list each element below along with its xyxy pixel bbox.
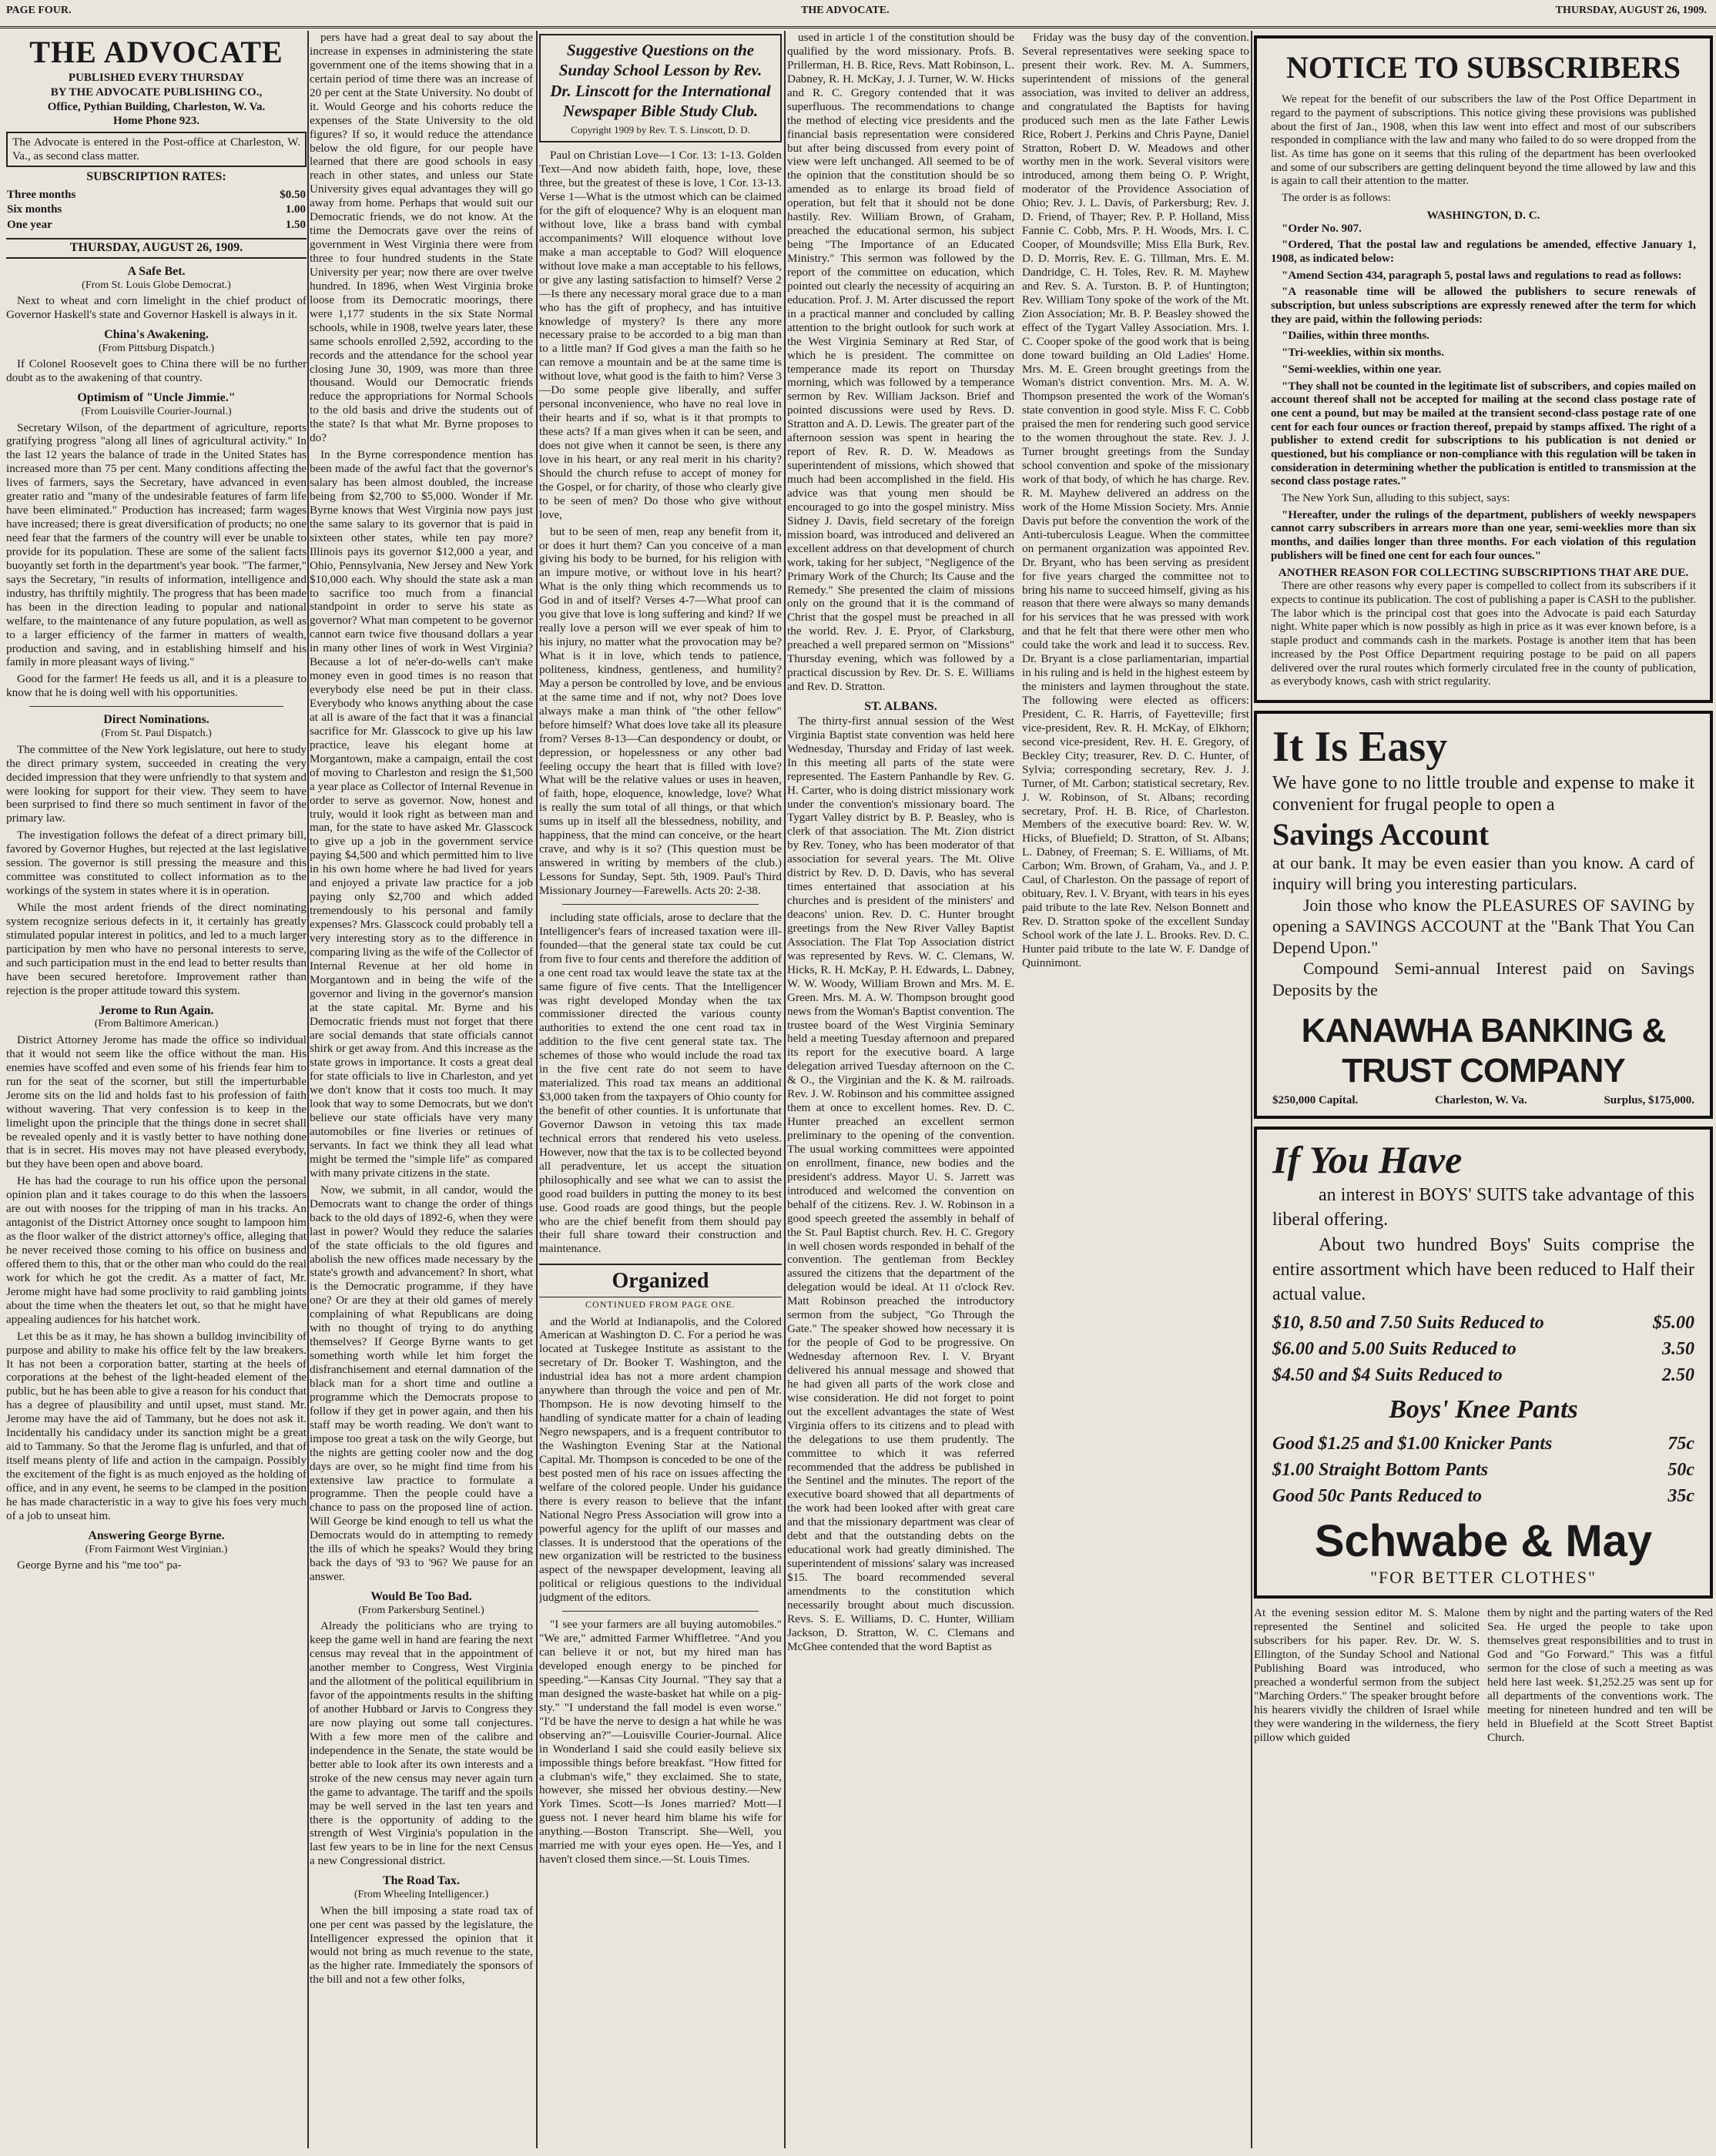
article-headline: Optimism of "Uncle Jimmie." xyxy=(77,391,236,405)
divider xyxy=(562,904,759,905)
article-source: (From Parkersburg Sentinel.) xyxy=(358,1604,484,1616)
notice-text: "Ordered, That the postal law and regulations be amended, effective January 1, 1908, as indicated below: xyxy=(1271,239,1696,265)
article-body: them by night and the parting waters of the Red Sea. He urged the people to take upon themselves great responsibilities and to trust in God and "Go Forward." This was a fitful sermon for the close of such a meeting as was held here last week. $1,252.25 was sent up for all departments of the conventions work. The meeting for nineteen hundred and ten will be held in Bluefield at the Scott Street Baptist Church. xyxy=(1487,1606,1713,1744)
convention-columns xyxy=(787,31,1249,1657)
notice-subhead: ANOTHER REASON FOR COLLECTING SUBSCRIPTIONS THAT ARE DUE. xyxy=(1278,566,1689,580)
masthead-line: BY THE ADVOCATE PUBLISHING CO., xyxy=(50,85,263,99)
rate-row xyxy=(6,218,307,233)
article-body: At the evening session editor M. S. Malone represented the Sentinel and solicited subscribers for his paper. Rev. Dr. W. S. Ellington, of the Sunday School and National Publishing Board was introduced, who preached a wonderful sermon from the subject "Marching Orders." The speaker brought before his hearers vividly the children of Israel while they were wandering in the wilderness, the fiery pillow which guided xyxy=(1254,1606,1480,1744)
price-item: $10, 8.50 and 7.50 Suits Reduced to xyxy=(1272,1312,1544,1333)
ad-text: About two hundred Boys' Suits comprise the entire assortment which have been reduced to Half their actual value. xyxy=(1272,1234,1694,1305)
ad-text: Compound Semi-annual Interest paid on Savings Deposits by the xyxy=(1272,959,1694,999)
column-2 xyxy=(310,31,533,2148)
notice-text: We repeat for the benefit of our subscribers the law of the Post Office Department in regard to the payment of subscriptions. This notice giving these provisions was published about the first of Jan., 1908, when this law went into effect and most of our subscribers responded in compliance with the law and many who failed to do so were dropped from the list. As time has gone on it seems that this ruling of the department has been overlooked and some of our subscribers are getting delinquent beyond the time allowed by law and this is again to call their attention to the matter. xyxy=(1271,93,1696,188)
notice-text: "Hereafter, under the rulings of the department, publishers of weekly newspapers cannot carry subscribers in arrears more than one year, semi-weeklies more than six months, and dailies longer than three months. For each violation of this regulation publishers will be fined one cent for each four ounces." xyxy=(1271,508,1696,562)
price-item: $4.50 and $4 Suits Reduced to xyxy=(1272,1365,1503,1386)
masthead-line: PUBLISHED EVERY THURSDAY xyxy=(68,72,245,85)
bank-surplus: Surplus, $175,000. xyxy=(1604,1094,1694,1107)
article-source: (From St. Louis Globe Democrat.) xyxy=(82,279,231,291)
article-body: Friday was the busy day of the convention. Several representatives were seeking space to present their work. Rev. M. A. Summers, superintendent of missions of the general association, was invited to deliver an address, and congratulated the Baptists for having produced such men as the late Father Lewis Rice, Robert J. Perkins and Chris Payne, Daniel Stratton, Robert D. W. Meadows and other worthy men in the work. Several visitors were introduced, among them being O. P. Wright, moderator of the Providence Association of Ohio; Rev. J. L. Davis, of Parkersburg; Rev. J. D. Friend, of Thayer; Rev. P. P. Holland, Miss Fannie C. Cobb, Mrs. P. H. Woods, Mrs. I. C. Cooper, of Moundsville; Miss Ella Burk, Rev. D. D. Morris, Rev. E. G. Tillman, Mrs. E. M. Dandridge, C. H. Toles, Rev. R. M. Mayhew and Rev. S. A. Turston. B. P. of Huntington; Rev. William Tony spoke of the work of the Mt. Zion Association; Mr. B. P. Beasley showed the effect of the Tygart Valley Association. Mrs. I. C. Cooper spoke of the good work that is being done toward building an Old Ladies' Home. Mrs. M. E. Green brought greetings from the Woman's district convention. Mrs. M. A. W. Thompson presented the work of the Woman's state convention in good style. Miss F. C. Cobb praised the men for rendering such good service to the women throughout the state. Rev. J. J. Turner brought greetings from the Sunday school convention and spoke of the missionary work of that body, of which he has charge. Rev. R. M. Mayhew delivered an address on the work of the Home Mission Society. Mrs. Annie Davis put before the convention the work of the Anti-tuberculosis League. When the committee on permanent organization was appointed Rev. Dr. Bryant, who has been serving as president for five years charged the committee not to bring his name to succeed himself, giving as his reason that there were always so many demands for his services that he was pressed with work and that he felt that there were other men who could take the work and lead it to success. Rev. Dr. Bryant is a close parliamentarian, impartial in his ruling and is held in the highest esteem by the ministers and laymen throughout the state. The following were elected as officers: President, C. R. Harris, of Fayetteville; first vice-president, Rev. R. H. McKay, of Elkhorn; second vice-president, Rev. H. E. Gregory, of Beckley City; treasurer, Rev. D. C. Hunter, of Sylvia; corresponding secretary, Rev. J. J. Turner, of Mt. Carbon; statistical secretary, Rev. J. W. Robinson, of St. Albans; recording secretary, Prof. H. B. Rice, of Charleston. Members of the executive board: Rev. W. W. Hicks, of Bluefield; D. Stratton, of St. Albans; L. Dabney, of Freeman; S. E. Williams, of Mt. Carbon; Wm. Brown, of Graham, Va., and J. P. Caul, of Charleston. On the passage of report of obituary, Rev. I. V. Bryant, with tears in his eyes paid tribute to the late Rev. Nelson Bonnett and Rev. D. Stratton spoke of the excellent Sunday School work of the late J. L. Brooks. Rev. D. C. Hunter paid tribute to the late W. F. Dandge of Quinnimont. xyxy=(1022,31,1249,969)
folio-bar xyxy=(0,0,1716,28)
price-item: $6.00 and 5.00 Suits Reduced to xyxy=(1272,1339,1517,1360)
ad-text: Join those who know the PLEASURES OF SAVING by opening a SAVINGS ACCOUNT at the "Bank That You Can Depend Upon." xyxy=(1272,895,1694,957)
article-source: (From Baltimore American.) xyxy=(94,1018,219,1030)
article-body: Already the politicians who are trying to keep the game well in hand are fearing the next census may reveal that in the appointment of another member to Congress, West Virginia and the allotment of the political equilibrium in favor of the appointments results in the shifting of another Hubbard or Jarvis to Congress they are now playing out some tall conjectures. With a few more men of the calibre and independence in the Senate, the state would be better able to look after its own interests and a stroke of the new census may never again turn the game to advantage. The tariff and the spoils may be well served in the last ten years and there is the opportunity of adding to the strength of West Virginia's population in the last few years to be in line for the next Census a new Congressional district. xyxy=(310,1619,533,1868)
article-body: District Attorney Jerome has made the office so individual that it would not seem like the office without the man. His enemies have scoffed and even some of his friends fear him to run for the seat of the scorner, but still the imperturbable Jerome sits on the lid and holds fast to his profession of faith without wavering. That very confession is to keep in the limelight upon the principle that the things done in secret shall be revealed openly and it is vastly better to have nothing done that is in secret. His moves may not have pleased everybody, but they have been open and above board. xyxy=(6,1033,307,1171)
column-4 xyxy=(787,31,1249,2148)
ad-subhead: Savings Account xyxy=(1272,816,1490,852)
notice-text: "Semi-weeklies, within one year. xyxy=(1282,363,1442,376)
postal-entry-text: The Advocate is entered in the Post-office at Charleston, W. Va., as second class matter. xyxy=(12,135,300,162)
article-source: (From Fairmont West Virginian.) xyxy=(85,1543,228,1555)
article-body: Good for the farmer! He feeds us all, and it is a pleasure to know that he is doing well with his opportunities. xyxy=(6,672,307,700)
bank-advertisement xyxy=(1254,711,1713,1119)
sunday-school-title: Suggestive Questions on the Sunday School Lesson by Rev. Dr. Linscott for the International Newspaper Bible Study Club. xyxy=(550,41,771,120)
article-body: including state officials, arose to declare that the Intelligencer's fears of increased taxation were ill-founded—that the general state tax could be cut from five to four cents and therefore the addition of a one cent road tax would leave the state tax at the same figure of five cents. That the Intelligencer was right developed Monday when the tax commissioner directed the various county authorities to extend the one cent road tax in addition to the five cent general state tax. The schemes of those who would include the road tax in the five cent rate do not seem to have materialized. This road tax means an additional $3,000 taken from the taxpayers of Ohio county for the benefit of other counties. It is unfortunate that Governor Dawson in vetoing this tax made technical errors that rendered his veto useless. However, now that the tax is to be collected beyond all peradventure, let us accept the situation philosophically and see what we can to assist the good road builders in putting the money to its best use. Good roads are good things, but the people who are the chief benefit from them should pay their full share toward their construction and maintenance. xyxy=(539,910,782,1256)
article-headline: Answering George Byrne. xyxy=(88,1528,225,1542)
price-row xyxy=(1272,1364,1694,1386)
notice-text: "They shall not be counted in the legitimate list of subscribers, and copies mailed on account thereof shall not be accepted for mailing at the second class postage rate of one cent a pound, but may be mailed at the transient second-class postage rate of one cent for each four ounces or fraction thereof, prepaid by stamps affixed. The right of a publisher to extend credit for subscriptions to his publication is not denied or questioned, but his compliance or non-compliance with this regulation will be taken in consideration in determining whether the publication is entitled to transmission at the second class postage rates." xyxy=(1271,380,1696,488)
column-rule xyxy=(536,31,538,2148)
convention-continued xyxy=(1254,1606,1713,1744)
ad-subhead: Boys' Knee Pants xyxy=(1389,1394,1578,1424)
column-rule xyxy=(1251,31,1252,2148)
article-headline: Jerome to Run Again. xyxy=(99,1003,214,1017)
price-value: 3.50 xyxy=(1662,1339,1694,1360)
price-value: 50c xyxy=(1667,1460,1694,1481)
divider xyxy=(562,1611,759,1612)
notice-text: "Tri-weeklies, within six months. xyxy=(1282,346,1444,360)
price-value: 75c xyxy=(1667,1433,1694,1454)
ad-text: We have gone to no little trouble and expense to make it convenient for frugal people to open a xyxy=(1272,772,1694,815)
price-item: Good $1.25 and $1.00 Knicker Pants xyxy=(1272,1433,1553,1454)
article-body: "I see your farmers are all buying automobiles." "We are," admitted Farmer Whiffletree. "And you can believe it or not, but my hired man has developed enough energy to be pinched for speeding."—Kansas City Journal. "They say that a man designed the waste-basket hat while on a pig-sty." "I understand the fall model is even worse." "I'd be have the nerve to design a hat while he was observing an?"—Louisville Courier-Journal. Alice in Wonderland I said she could easily believe six impossible things before breakfast. "How fitted for a clubman's wife," they exclaimed. She to state, however, she missed her obvious destiny.—New York Times. Scott—Is Jones married? Mott—I guess not. I never heard him blame his wife for anything.—Boston Transcript. She—Well, you married me with your eyes open. He—Yes, and I haven't closed them since.—St. Louis Times. xyxy=(539,1618,782,1866)
price-row xyxy=(1272,1312,1694,1334)
price-value: 2.50 xyxy=(1662,1365,1694,1386)
article-source: (From Wheeling Intelligencer.) xyxy=(354,1889,489,1901)
bank-footer xyxy=(1272,1094,1694,1108)
ad-headline: If You Have xyxy=(1272,1137,1463,1181)
column-rule xyxy=(784,31,786,2148)
continued-note: CONTINUED FROM PAGE ONE. xyxy=(585,1299,736,1311)
price-value: 35c xyxy=(1667,1486,1694,1507)
article-headline: The Road Tax. xyxy=(382,1874,461,1888)
rate-term: One year xyxy=(7,219,52,232)
store-name: Schwabe & May xyxy=(1314,1515,1653,1566)
rate-price: 1.50 xyxy=(285,219,306,232)
bank-city: Charleston, W. Va. xyxy=(1435,1094,1527,1107)
bank-name: KANAWHA BANKING & TRUST COMPANY xyxy=(1301,1012,1666,1090)
article-body: Now, we submit, in all candor, would the Democrats want to change the order of things back to the old days of 1892-6, when they were last in power? Would they reduce the salaries of the state officials to the old figures and abolish the new offices made necessary by the state's growth and advancement? In short, what is the Democratic programme, if they have one? Or are they at their old games of merely complaining of what Republicans are doing with no thought of trying to do anything themselves? If George Byrne wants to get something worth while let him forget the disfranchisement and eternal damnation of the black man for a short time and outline a programme which the Democrats propose to follow if they get in power again, and then his staff may be worth reading. We don't want to impose too great a task on the wily George, but the nights are getting cooler now and the dog days are over, so he might find time from his extensive law practice to formulate a programme. Then the people could have a chance to pass on the proposed line of action. Will George be kind enough to tell us what the Democrats would do in attempting to remedy the ills of which he speaks? Would they bring back the days of '93 to '96? We pause for an answer. xyxy=(310,1183,533,1584)
notice-box xyxy=(1254,35,1713,703)
divider xyxy=(29,706,283,707)
article-body: The committee of the New York legislature, out here to study the direct primary system, succeeded in creating the very decided impression that they were unfriendly to that system and were looking for support for their view. They seem to have been surprised to find there so much sentiment in favor of the primary law. xyxy=(6,742,307,825)
article-body: If Colonel Roosevelt goes to China there will be no further doubt as to the awakening of that country. xyxy=(6,357,307,385)
notice-text: The New York Sun, alluding to this subject, says: xyxy=(1282,492,1510,504)
column-5 xyxy=(1254,31,1713,2148)
article-body: While the most ardent friends of the direct nominating system recognize serious defects in it, it certainly has greatly stimulated popular interest in politics, and led to a much larger participation by men who have no personal interests to serve, and such participation must in the end lead to better results than have been secured heretofore. Improvement rather than rejection is the proper attitude toward this system. xyxy=(6,901,307,997)
article-headline: Would Be Too Bad. xyxy=(370,1590,472,1603)
sunday-school-copyright: Copyright 1909 by Rev. T. S. Linscott, D. D. xyxy=(571,124,750,136)
article-body: but to be seen of men, reap any benefit from it, or does it hurt them? Can you conceive of a man giving his body to be burned, for his religion with an impure motive, or without love in his heart? What is the only thing which recommends us to God in and of itself? Verses 4-7—What proof can you give that love is long suffering and kind? If we really love a person will we ever speak of him to his injury, no matter what the provocation may be? What is it in love, which tends to patience, politeness, kindness, gentleness, and humility? May a person be controlled by love, and be envious at the same time and if not, why not? Does love always make a man think of "the other fellow" before himself? What does love take all its pleasure from? Verses 8-13—Can despondency or doubt, or depression, or hopelessness or any other bad feeling occupy the heart that is filled with love? What will be the relative values or uses in heaven, of faith, hope, eloquence, knowledge, love? What is really the sum total of all things, or that which sums up in itself all the blessedness, nobility, and happiness, that the mind can conceive, or the heart crave, and why is it so? (This question must be answered in writing by members of the club.) Lessons for Sunday, Sept. 5th, 1909. Paul's Third Missionary Journey—Farewells. Acts 20: 2-38. xyxy=(539,524,782,897)
masthead-phone: Home Phone 923. xyxy=(112,115,200,128)
article-body: pers have had a great deal to say about the increase in expenses in administering the state government one of the items showing that in a certain period of time there was an increase of 20 per cent at the State University. No doubt of it. Would George and his cohorts reduce the expenses of the State University to the old figures? If so, it would reduce the attendance below the old figure, for our people have learned that there are good schools in easy reach in other states, and unless our State University gives equal advantages they will go away from home. Perhaps that would suit our Democratic friends, we do not know. At the time the Democrats gave over the reins of government in West Virginia there were from three to four hundred students in the State University per year; now there are over twelve hundred. In 1896, when West Virginia broke loose from its Democratic moorings, there were 1,177 students in the six State Normal schools, while in 1908, twelve years later, these same schools enrolled 2,592, according to the records and the attendance for the school year closing June 30, 1909, was more than three thousand. Would our Democratic friends reduce the appropriations for Normal Schools to the old basis and drive the students out of the state? Is that what Mr. Byrne proposes to do? xyxy=(310,31,533,445)
notice-text: "A reasonable time will be allowed the publishers to secure renewals of subscription, but unless subscriptions are expressly renewed after the term for which they are paid, within the following periods: xyxy=(1271,286,1696,326)
article-body: and the World at Indianapolis, and the Colored American at Washington D. C. For a period he was located at Tuskegee Institute as assistant to the secretary of Dr. Booker T. Washington, and the industrial idea has not a more ardent champion anywhere than through the voice and pen of Mr. Thompson. He is now devoting himself to the handling of syndicate matter for a chain of leading Negro newspapers, and is a frequent contributor to the Washington Evening Star at the National Capital. Mr. Thompson is conceded to be one of the best posted men of his race on issues affecting the welfare of the colored people. Under his guidance there is every reason to believe that the infant National Negro Press Association will grow into a powerful agency for the uplift of our masses and classes. It is understood that the operations of the new organization will be restricted to the business aspect of the newspaper development, leaving all political or religious questions to the individual judgment of the editors. xyxy=(539,1314,782,1605)
article-body: The investigation follows the defeat of a direct primary bill, favored by Governor Hughes, but rejected at the last legislative session. The governor is still pressing the measure and this committee was constituted to collect information as to the workings of the system in states where it is in operation. xyxy=(6,829,307,898)
article-headline: China's Awakening. xyxy=(104,327,209,341)
rate-row xyxy=(6,188,307,203)
price-row xyxy=(1272,1338,1694,1360)
sunday-school-columns xyxy=(539,149,782,524)
ad-headline: It Is Easy xyxy=(1272,722,1448,771)
rate-price: 1.00 xyxy=(285,203,306,216)
postal-entry-box xyxy=(6,132,307,167)
article-source: (From Louisville Courier-Journal.) xyxy=(81,406,232,418)
article-body: Next to wheat and corn limelight in the chief product of Governor Haskell's state and Governor Haskell is always in it. xyxy=(6,294,307,321)
rate-term: Six months xyxy=(7,203,62,216)
price-row xyxy=(1272,1433,1694,1455)
column-rule xyxy=(307,31,309,2148)
masthead-title: THE ADVOCATE xyxy=(29,35,283,69)
ad-text: an interest in BOYS' SUITS take advantage of this liberal offering. xyxy=(1272,1184,1694,1230)
issue-date: THURSDAY, AUGUST 26, 1909. xyxy=(6,238,307,259)
rate-row xyxy=(6,203,307,218)
notice-text: There are other reasons why every paper is compelled to collect from its subscribers if it expects to continue its publication. The cost of publishing a paper is CASH to the publisher. The labor which is the principal cost that goes into the Advocate is paid each Saturday night. White paper which is now possibly as high in price as it was ever known before, is a staple product and commands cash in the markets. Postage is another item that has been increased by the Post Office Department requiring postage to be paid on all papers delivered over the rural routes which formerly circulated free in the county of publication, as everybody knows, cash with strict regularity. xyxy=(1271,580,1696,688)
article-body: When the bill imposing a state road tax of one per cent was passed by the legislature, the Intelligencer expressed the opinion that it would not bring as much revenue to the state, as the higher rate. Immediately the sponsors of the bill and not a few other folks, xyxy=(310,1903,533,1987)
column-1 xyxy=(6,31,307,2148)
article-body: Secretary Wilson, of the department of agriculture, reports gratifying progress "along all lines of agricultural activity." In the last 12 years the balance of trade in the United States has increased more than 75 per cent. Many conditions affecting the lives of farmers, says the Secretary, have advanced in even greater ratio and "many of the undesirable features of farm life have been eliminated." Production has increased; farm wages have increased; there is great diversification of products; no one need fear that the farmers of the country will ever be unable to provide for its population. These are some of the salient facts buoyantly set forth in the department's year book. "The farmer," says the Secretary, "in results of information, intelligence and industry, has thriftily mightily. The progress that has been made has been in the direction leading to popular and national welfare, to the maintenance of any future population, as well as to a larger efficiency of the farmer in matters of wealth, production and saving, and in establishing himself and his family in more pleasant ways of living." xyxy=(6,420,307,669)
ad-text: at our bank. It may be even easier than you know. A card of inquiry will bring you interesting particulars. xyxy=(1272,852,1694,894)
article-body: The thirty-first annual session of the West Virginia Baptist state convention was held here Wednesday, Thursday and Friday of last week. In this meeting all parts of the state were represented. The Eastern Panhandle by Rev. G. H. Carter, who is doing district missionary work under the convention's missionary board. The Tygart Valley district by B. P. Beasley, who is clerk of that association. The Mt. Zion district by Rev. Toney, who has been moderator of that association for several years. The Mt. Olive district by Rev. D. D. Davis, who has several times entertained that association at his churches and is president of the ministers' and deacons' union. Rev. D. C. Hunter brought greetings from the New River Valley Baptist Association. The Flat Top Association district was represented by Revs. W. C. Clemans, W. Hicks, R. H. McKay, P. H. Edwards, L. Dabney, W. W. Woody, William Brown and Mrs. M. E. Green. Mrs. M. A. W. Thompson brought good news from the Woman's Baptist convention. The trustee board of the West Virginia Seminary held a meeting Tuesday afternoon and prepared its report for the executive board. A large delegation arrived Tuesday afternoon on the C. & O., the Virginian and the K. & M. railroads. Rev. J. W. Robinson and his committee assigned them at once to excellent homes. Rev. D. C. Hunter preached an excellent sermon preliminary to the opening of the convention. The usual working committees were appointed on enrollment, finance, new bodies and the president's address. Mayor U. S. Jarrett was introduced and welcomed the convention on behalf of the citizens. Rev. J. W. Robinson in a good speech greeted the assembly in behalf of the St. Paul Baptist church. Rev. H. C. Gregory in well chosen words responded in behalf of the convention. The gentleman from Beckley assured the citizens that the department of the delegation would be ideal. At 11 o'clock Rev. Matt Robinson preached the introductory sermon from the subject, "Go Through the Gate." The speaker showed how necessary it is for the people of God to be progressive. On Wednesday afternoon Rev. I. V. Bryant delivered his annual message and showed that he had given all parts of the work close and wise consideration. He did not forget to point out the excellent advantages the state of West Virginia offers to its citizens and to plead with the delegations to use them prudently. The committee to which it was referred recommended that the address be published in the Sentinel and the minutes. The report of the executive board showed that all departments of the work had been looked after with great care and that the missionary department was clear of debt and that the outstanding debts on the educational work had greatly diminished. The superintendent of missions' salary was increased $15. The board recommended several amendments to the constitution which necessarily brought about much discussion. Revs. S. E. Williams, D. C. Hunter, William Jackson, D. Stratton, W. C. Clemans and McGhee contended that the word Baptist as xyxy=(787,714,1014,1653)
notice-title: NOTICE TO SUBSCRIBERS xyxy=(1285,50,1681,85)
organized-headline: Organized xyxy=(539,1264,782,1297)
sunday-school-section xyxy=(539,31,782,2148)
article-headline: ST. ALBANS. xyxy=(864,700,937,713)
article-headline: A Safe Bet. xyxy=(127,264,186,278)
price-value: $5.00 xyxy=(1653,1312,1694,1333)
price-item: $1.00 Straight Bottom Pants xyxy=(1272,1460,1489,1481)
folio-left: PAGE FOUR. xyxy=(6,5,72,16)
notice-text: "Amend Section 434, paragraph 5, postal laws and regulations to read as follows: xyxy=(1282,269,1682,282)
article-body: used in article 1 of the constitution should be qualified by the word missionary. Profs. B. Prillerman, H. B. Rice, Revs. Matt Robinson, L. Dabney, R. H. McKay, J. J. Turner, W. W. Hicks and R. C. Gregory contended that it was superfluous. The recommendations to change the method of electing vice presidents and the financial basis representation were considered but after being discussed from every point of view were left unchanged. All seemed to be of the opinion that the constitution should be so amended as to enlarge its broad field of operation, but felt that it should not be done hastily. Rev. William Brown, of Graham, preached the educational sermon, his subject being "The Importance of an Educated Ministry." This sermon was followed by the report of the committee on education, which pointed out clearly the necessity of acquiring an education. Prof. J. M. Arter discussed the report in a practical manner and concluded by calling attention to the bright outlook for such work at the West Virginia Seminary at Red Star, of which he is president. The committee on temperance made its report on Thursday morning, which was followed by a temperance sermon by Rev. William Jackson. Brief and pointed discussions were used by Revs. D. Stratton and A. D. Lewis. The greater part of the afternoon session was spent in hearing the report of Rev. R. D. W. Meadows as superintendent of missions, which showed that much had been accomplished in the field. His advice was that young men should be encouraged to go into the gospel ministry. Miss Sidney J. Davis, field secretary of the foreign mission board, was introduced and delivered an excellent address on that development of church work, taking for her subject, "Negligence of the Primary Work of the Church; Its Cause and the Remedy." She presented the claim of missions only on the ground that it is the command of Christ that the gospel must be preached in all the world. Rev. J. E. Pryor, of Clarksburg, preached a well prepared sermon on "Missions" Thursday evening, which was followed by a practical discussion by Rev. Dr. S. E. Williams and Rev. D. Stratton. xyxy=(787,31,1014,694)
rates-table xyxy=(6,188,307,233)
article-body: In the Byrne correspondence mention has been made of the awful fact that the governor's salary has been almost doubled, the increase being from $2,700 to $5,000. Wonder if Mr. Byrne knows that West Virginia now pays just the same salary to its governor that is paid in sixteen other states, while ten pay more? Illinois pays its governor $12,000 a year, and Ohio, Pennsylvania, New Jersey and New York $10,000 each. Why should the state ask a man to sacrifice too much from a financial standpoint in order to serve his state as governor? What man competent to be governor cannot earn twice five thousand dollars a year in many other lines of work in West Virginia? Because a lot of ne'er-do-wells can't make money even in good times is no reason that everybody else need be put in their class. Everybody who knows anything about the case at all is aware of the fact that it was a financial sacrifice for Mr. Glasscock to give up his law practice, leave his elegant home at Morgantown, make a campaign, entail the cost of moving to Charleston and resign the $1,500 a year place as Collector of Internal Revenue in order to serve as governor. Now, honest and truly, would it look right as between man and man, for the state to have asked Mr. Glasscock to give up a job in the government service paying $4,500 and which permitted him to live in his own home where he had lived for years and enjoyed a private law practice for a job paying only $2,700 and which added tremendously to his personal and family expenses? Mrs. Glasscock could probably tell a very interesting story as to the difference in comparing living as the wife of the Collector of Internal Revenue at her old home in Morgantown and in being the wife of the governor and living in the governor's mansion at the state capital. Mr. Byrne and his Democratic friends must not forget that there are social demands that state officials cannot shirk or get away from. And this increase as the state grows in importance. It costs a great deal for state officials to live in Charleston, and yet we don't know that it costs too much. It may look that way to some Democrats, but we don't believe our state officials have very many automobiles or fine liveries or retinues of servants. In fact we think they all lead what might be termed the "simple life" as compared with many private citizens in the state. xyxy=(310,448,533,1180)
article-source: (From Pittsburg Dispatch.) xyxy=(98,342,215,354)
rates-title: SUBSCRIPTION RATES: xyxy=(86,169,226,183)
price-item: Good 50c Pants Reduced to xyxy=(1272,1486,1482,1507)
article-body: He has had the courage to run his office upon the personal opinion plan and it takes courage to do this when the lassoers are out with nooses for the tripping of man in his tracks. An antagonist of the District Attorney once sought to lampoon him as the floor walker of the district attorney's office, alleging that he never received those coming to his office on business and offered them to this, that or the other man who could do the real work for which he got the credit. As a matter of fact, Mr. Jerome might have had some proclivity to raid gambling joints about the time when the theaters let out, so that he might have appealing audiences for his hatchet work. xyxy=(6,1174,307,1326)
article-body: George Byrne and his "me too" pa- xyxy=(17,1558,182,1572)
rate-price: $0.50 xyxy=(280,188,306,201)
store-tagline: "FOR BETTER CLOTHES" xyxy=(1370,1568,1597,1588)
notice-place: WASHINGTON, D. C. xyxy=(1426,208,1540,222)
rate-term: Three months xyxy=(7,188,76,201)
folio-center: THE ADVOCATE. xyxy=(801,5,890,16)
clothing-advertisement xyxy=(1254,1127,1713,1599)
masthead-line: Office, Pythian Building, Charleston, W. Va. xyxy=(47,100,266,113)
notice-text: The order is as follows: xyxy=(1282,192,1391,204)
price-row xyxy=(1272,1459,1694,1481)
sunday-school-box xyxy=(539,34,782,142)
bank-capital: $250,000 Capital. xyxy=(1272,1094,1359,1107)
folio-right: THURSDAY, AUGUST 26, 1909. xyxy=(1555,5,1707,16)
article-body: Paul on Christian Love—1 Cor. 13: 1-13. Golden Text—And now abideth faith, hope, love, these three, but the greatest of these is love, 1 Cor. 13-13. Verse 1—What is the utmost which can be claimed for the gift of eloquence? Why is an eloquent man without love, like a brass band with cymbal accompaniments? Will eloquence without love make a man acceptable to God? Will eloquence without love make a man acceptable to his fellows, or give any lasting satisfaction to himself? Verse 2—Is there any necessary moral grace due to a man who has the gift of prophecy, and has intuitive knowledge of mystery? Is there any more necessary praise to be accorded to a big man than to a little man? If God gives a man the faith so he can remove a mountain and be at the same time is without love, what good is the faith to him? Verse 3—Do some people give liberally, and suffer personal inconvenience, who have no real love in their hearts and if so, what is it that prompts to these acts? If a man gives when it can be seen, and does not give when it cannot be seen, is there any love in his heart, or any real merit in his charity? Should the church refuse to accept of money for the Gospel, or for charity, of those who clearly give to be seen of men? Do those who give without love, xyxy=(539,149,782,521)
price-row xyxy=(1272,1485,1694,1507)
article-headline: Direct Nominations. xyxy=(103,713,209,727)
article-body: Let this be as it may, he has shown a bulldog invincibility of purpose and ability to make his office felt by the law breakers. It has not been a corporation batter, starting at the heels of corporations at the behest of the light-headed element of the public, but he has been able to give a reason for his conduct that has a degree of plausibility and until upset, must stand. Mr. Jerome may have the aid of Tammany, but he does not ask it. Incidentally his candidacy under its sanction might be a great aid to Tammany. So that the Jerome flag is unfurled, and that of itself means plenty of life and action in the campaign. Possibly the excitement of the fight is as much enjoyed as the holding of office, and in any event, he seems to be clamped in the position he has made characteristic in a way to give his foes very much of a job to unseat him. xyxy=(6,1329,307,1522)
article-source: (From St. Paul Dispatch.) xyxy=(101,728,212,740)
notice-text: "Order No. 907. xyxy=(1282,222,1362,235)
notice-text: "Dailies, within three months. xyxy=(1282,330,1429,343)
